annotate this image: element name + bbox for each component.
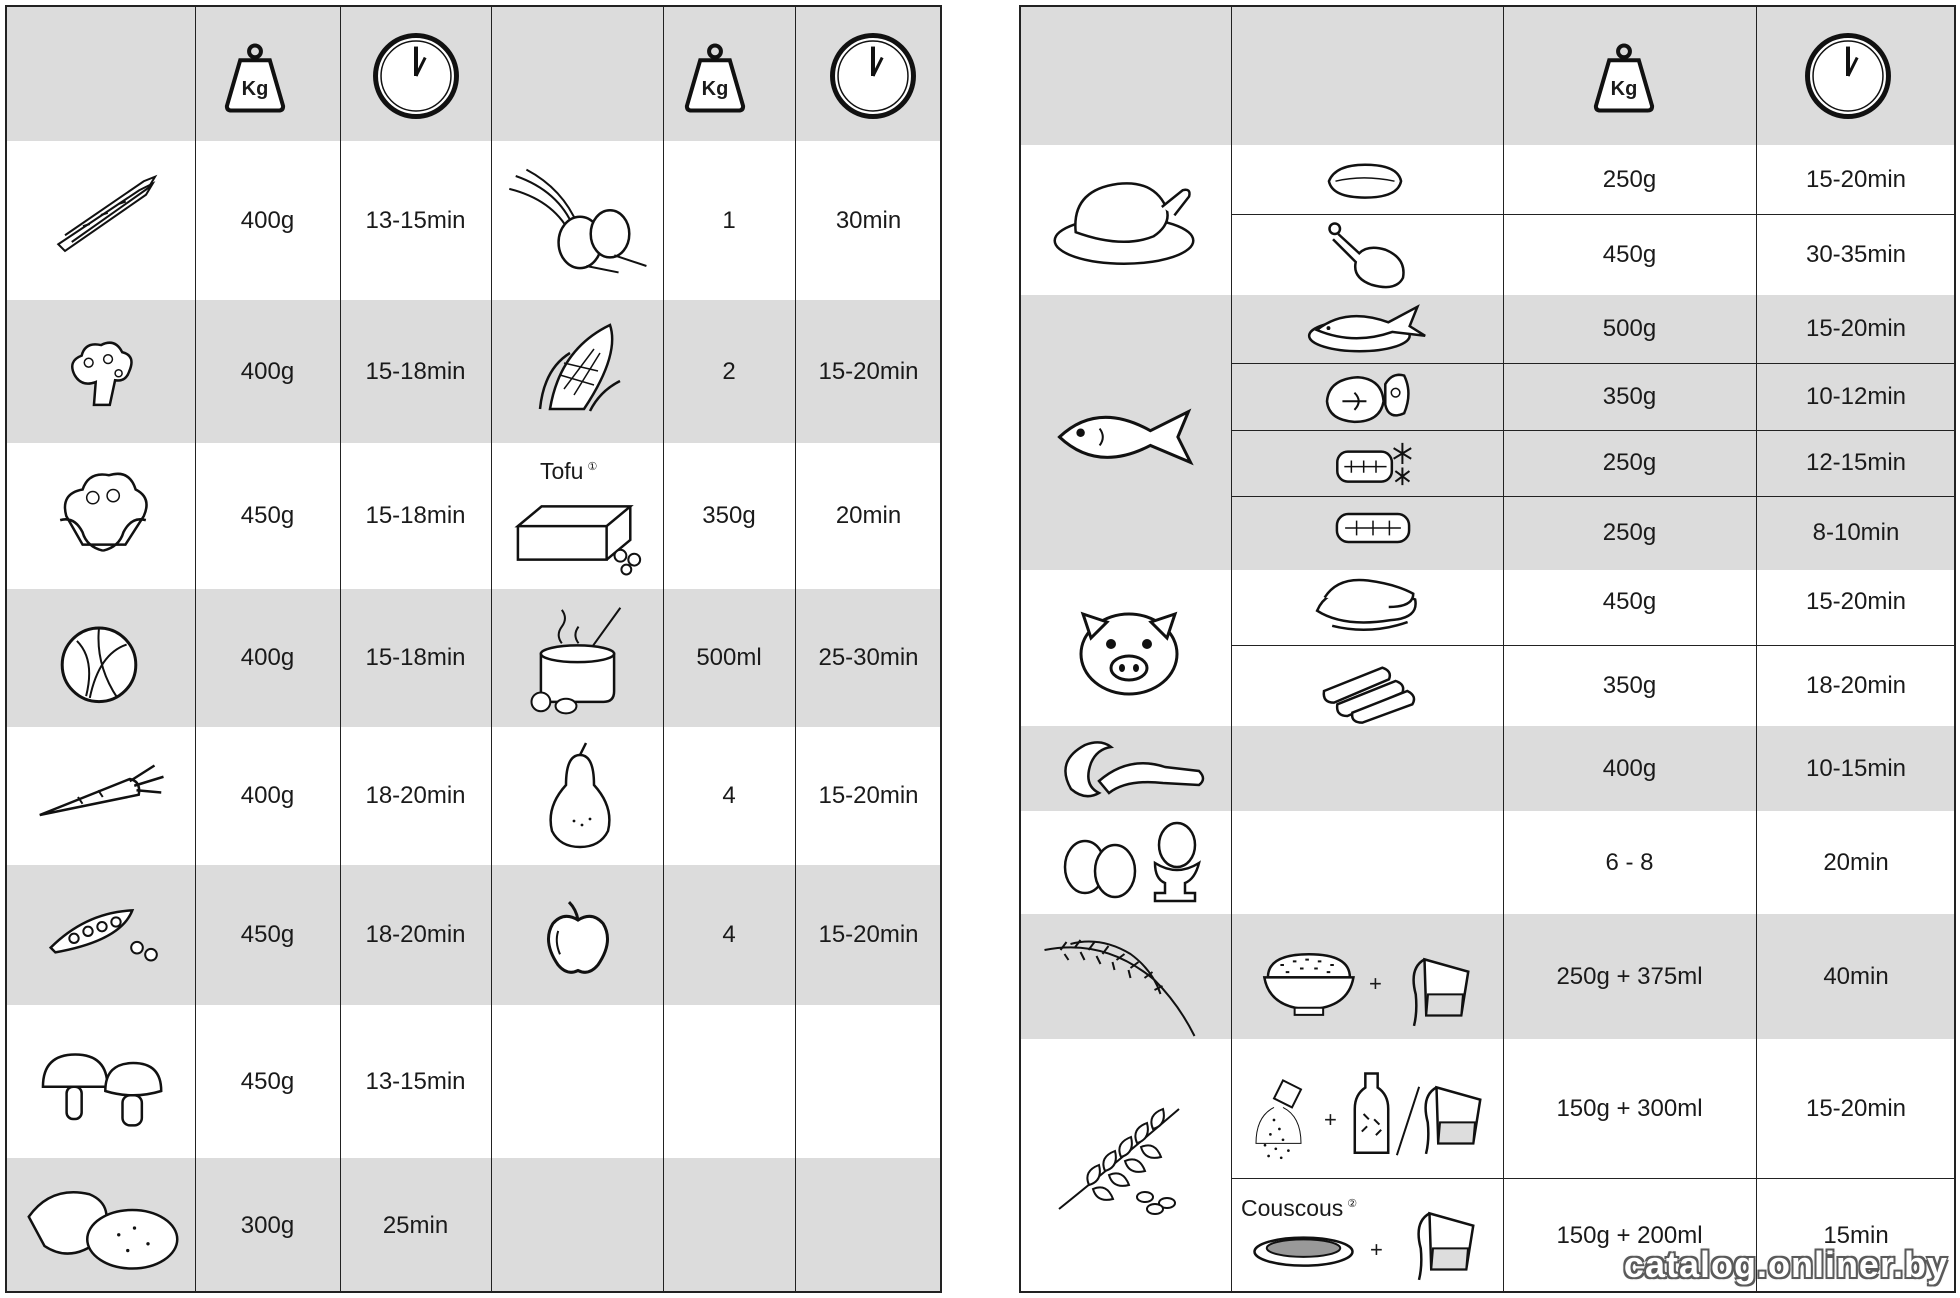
- tofu-label: Tofu ①: [540, 458, 598, 484]
- weight-cell: 150g + 200ml: [1556, 1221, 1703, 1249]
- time-cell: 15-20min: [818, 782, 919, 809]
- rice-plant-icon: [1033, 930, 1208, 1040]
- time-cell: 8-10min: [1812, 519, 1900, 546]
- weight-cell: 450g: [240, 1067, 295, 1095]
- kg-label: Kg: [701, 78, 729, 100]
- plus-sign: +: [1324, 1107, 1337, 1132]
- weight-cell: 250g: [1602, 519, 1657, 546]
- footnote-1: ①: [587, 461, 598, 474]
- time-cell: 30min: [835, 206, 902, 234]
- whole-fish-icon: [1301, 301, 1441, 359]
- pig-icon: [1069, 600, 1189, 700]
- qty-cell: 4: [722, 921, 736, 948]
- clock-icon: [1802, 30, 1894, 122]
- weight-cell: 250g: [1602, 449, 1657, 476]
- kg-label: Kg: [1610, 78, 1638, 100]
- time-cell: 15min: [1823, 1221, 1889, 1249]
- mushroom-icon: [35, 1048, 167, 1134]
- measuring-jug-icon: [1412, 1200, 1482, 1288]
- couscous-plate-icon: [1251, 1227, 1356, 1271]
- time-cell: 13-15min: [365, 206, 466, 234]
- time-cell: 15-20min: [818, 357, 919, 385]
- time-cell: 10-12min: [1805, 382, 1907, 410]
- milk-bottle-icon: [1349, 1070, 1394, 1158]
- carrot-icon: [33, 755, 168, 830]
- qty-cell: 2: [722, 357, 736, 385]
- time-cell: 20min: [835, 502, 902, 529]
- rice-bowl-icon: [1259, 945, 1357, 1017]
- frozen-fillet-icon: [1332, 437, 1420, 491]
- time-cell: 15-20min: [1805, 315, 1907, 342]
- weight-cell: 450g: [240, 921, 295, 948]
- time-cell: 15-20min: [1805, 165, 1907, 193]
- clock-icon: [370, 30, 462, 122]
- wheat-icon: [1049, 1105, 1189, 1215]
- time-cell: 15-20min: [818, 921, 919, 948]
- couscous-label: Couscous ②: [1241, 1195, 1358, 1221]
- meat-fish-grain-table: [1019, 5, 1956, 1293]
- vegetable-fruit-table: [5, 5, 942, 1293]
- time-cell: 25-30min: [818, 644, 919, 671]
- time-cell: 15-18min: [365, 357, 466, 385]
- weight-cell: 400g: [1602, 754, 1657, 782]
- weight-cell: 500g: [1602, 315, 1657, 342]
- weight-cell: 350g: [1602, 382, 1657, 410]
- plus-sign: +: [1370, 1237, 1383, 1262]
- weight-cell: 450g: [1602, 588, 1657, 615]
- weight-cell: 300g: [240, 1211, 295, 1239]
- time-cell: 40min: [1823, 962, 1889, 990]
- potato-icon: [23, 1183, 183, 1273]
- time-cell: 18-20min: [365, 782, 466, 809]
- cabbage-icon: [47, 617, 151, 709]
- weight-cell: 400g: [240, 782, 295, 809]
- chicken-breast-icon: [1324, 159, 1406, 205]
- fish-steak-icon: [1321, 367, 1417, 427]
- time-cell: 18-20min: [365, 921, 466, 948]
- weight-cell: 250g + 375ml: [1556, 962, 1703, 990]
- time-cell: 20min: [1823, 848, 1889, 876]
- weight-cell: 400g: [240, 206, 295, 234]
- time-cell: 12-15min: [1805, 449, 1907, 476]
- quantity-cell: 6 - 8: [1605, 848, 1654, 876]
- peas-icon: [43, 901, 161, 971]
- weight-kg-icon: [1587, 33, 1661, 123]
- time-cell: 18-20min: [1805, 671, 1907, 699]
- qty-cell: 4: [722, 782, 736, 809]
- weight-cell: 350g: [1602, 671, 1657, 699]
- apple-icon: [542, 895, 614, 983]
- beetroot-icon: [505, 165, 655, 277]
- sausage-icon: [1059, 735, 1209, 805]
- grain-pour-icon: [1247, 1070, 1319, 1170]
- measuring-jug-icon: [1407, 945, 1477, 1035]
- clock-icon: [827, 30, 919, 122]
- qty-cell: 1: [722, 206, 736, 234]
- kg-label: Kg: [241, 78, 269, 100]
- time-cell: 30-35min: [1805, 240, 1907, 268]
- weight-cell: 450g: [1602, 240, 1657, 268]
- qty-cell: 350g: [702, 502, 756, 529]
- chicken-icon: [1049, 165, 1199, 270]
- weight-cell: 150g + 300ml: [1556, 1094, 1703, 1122]
- weight-kg-icon: [218, 33, 292, 123]
- footnote-2: ②: [1347, 1198, 1358, 1211]
- fish-fillet-icon: [1332, 507, 1414, 549]
- fish-icon: [1051, 405, 1199, 469]
- time-cell: 10-15min: [1805, 754, 1907, 782]
- watermark: catalog.onliner.by: [1623, 1244, 1948, 1285]
- weight-cell: 250g: [1602, 165, 1657, 193]
- time-cell: 15-20min: [1805, 588, 1907, 615]
- pork-chops-icon: [1309, 573, 1427, 639]
- weight-cell: 450g: [240, 502, 295, 529]
- ribs-icon: [1319, 653, 1419, 729]
- time-cell: 13-15min: [365, 1067, 466, 1095]
- soup-pot-icon: [520, 601, 635, 717]
- broccoli-icon: [55, 331, 147, 419]
- weight-cell: 400g: [240, 644, 295, 671]
- tofu-icon: [512, 493, 650, 579]
- measuring-jug-icon: [1419, 1073, 1489, 1163]
- time-cell: 15-18min: [365, 502, 466, 529]
- asparagus-icon: [43, 170, 168, 260]
- corn-icon: [530, 315, 630, 423]
- eggs-icon: [1059, 819, 1209, 909]
- cauliflower-icon: [51, 463, 155, 565]
- time-cell: 25min: [382, 1211, 449, 1239]
- plus-sign: +: [1369, 971, 1382, 996]
- time-cell: 15-20min: [1805, 1094, 1907, 1122]
- chicken-leg-icon: [1322, 220, 1414, 290]
- qty-cell: 500ml: [696, 644, 762, 671]
- weight-kg-icon: [678, 33, 752, 123]
- pear-icon: [540, 740, 620, 852]
- time-cell: 15-18min: [365, 644, 466, 671]
- weight-cell: 400g: [240, 357, 295, 385]
